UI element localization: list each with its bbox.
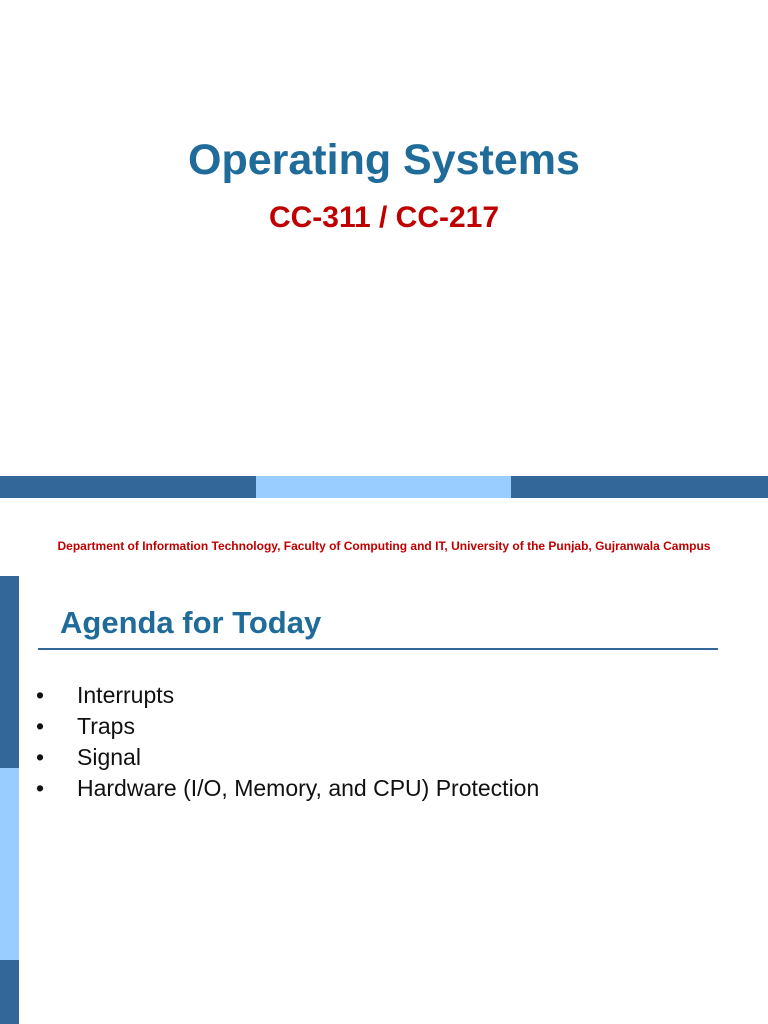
list-item [36,680,539,711]
agenda-slide [0,576,768,1024]
left-bar-dark-bottom [0,960,19,1024]
heading-underline [38,648,718,650]
list-item-label: Hardware (I/O, Memory, and CPU) Protection [77,775,540,801]
list-item [36,742,539,773]
band-segment-dark-right [511,476,768,498]
bullet-icon: • [36,775,45,801]
list-item [36,711,539,742]
bullet-icon: • [36,744,45,770]
list-item-label: Signal [77,744,141,770]
list-item [36,773,539,804]
decorative-band [0,476,768,498]
bullet-icon: • [36,713,45,739]
slide-title: Operating Systems [188,136,580,184]
department-footer: Department of Information Technology, Faculty of Computing and IT, University of the Punjab, Gujranwala Campus [57,539,711,553]
band-segment-dark-left [0,476,256,498]
list-item-label: Interrupts [77,682,175,708]
band-segment-light [256,476,511,498]
course-code: CC-311 / CC-217 [268,201,500,234]
agenda-heading: Agenda for Today [60,605,322,640]
bullet-icon: • [36,682,45,708]
agenda-list [36,680,539,804]
list-item-label: Traps [77,713,135,739]
left-bar-dark-top [0,576,19,768]
left-bar-light [0,768,19,960]
